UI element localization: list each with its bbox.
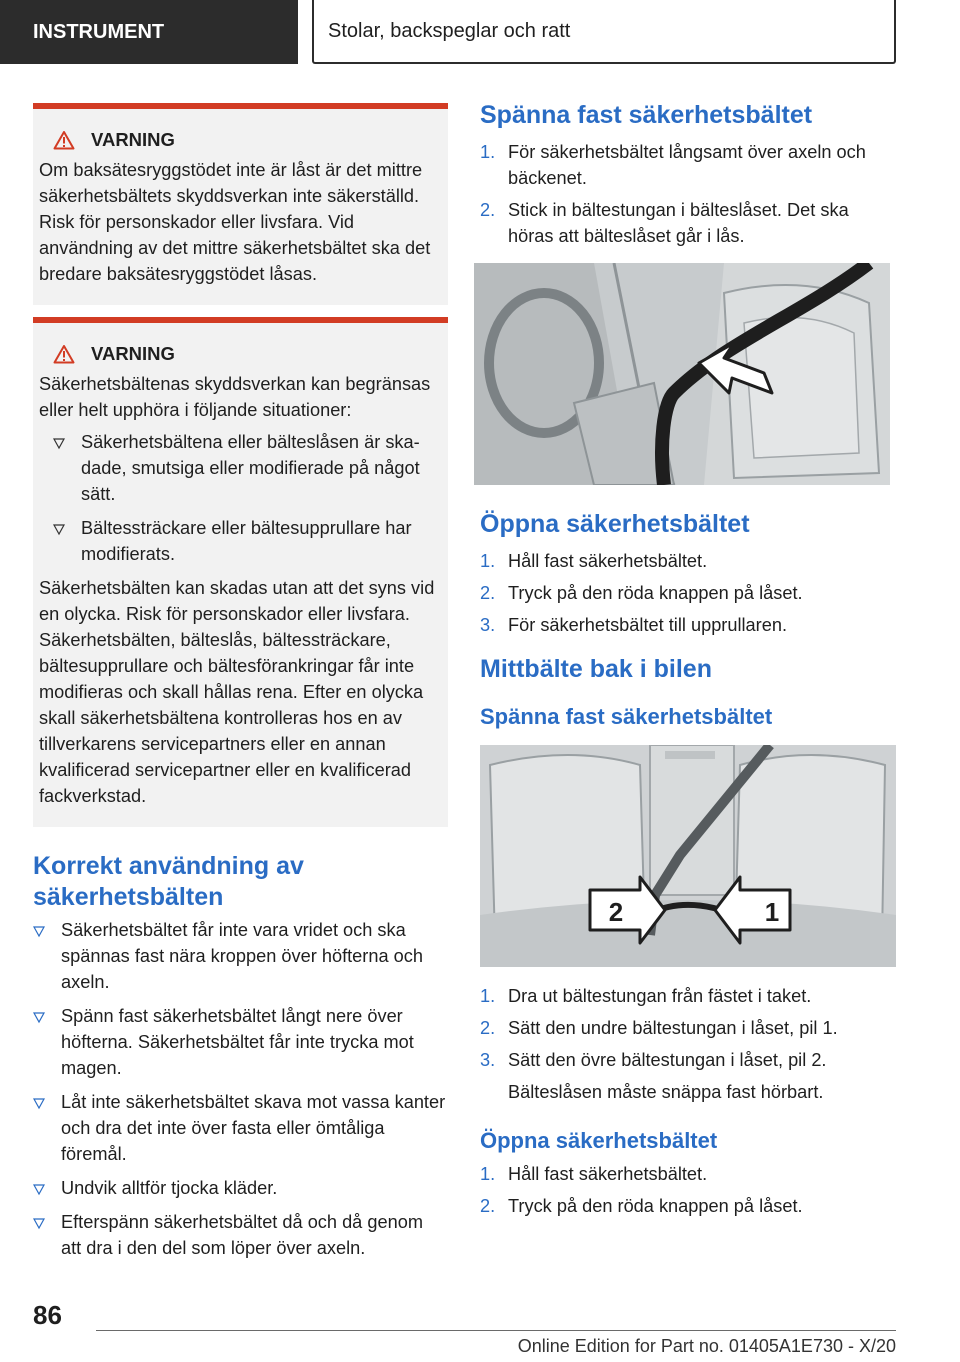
arrow-label-1: 1 xyxy=(764,897,780,927)
list-item: Säkerhetsbältet får inte vara vridet och ska spännas fast nära kroppen över höfterna och axeln. xyxy=(33,917,448,995)
warning-intro: Säkerhetsbältenas skyddsverkan kan begränsas eller helt upphöra i följande situationer: xyxy=(39,374,431,420)
warning-outro: Säkerhetsbälten kan skadas utan att det syns vid en olycka. Risk för personskador eller livsfara. Säkerhetsbälten, bälteslås, bältessträckare, bältesupprullare och bältesförankringar får inte modifieras och skall hållas rena. Efter en olycka skall säkerhetsbältena kontrolleras hos en av tillverkarens servicepartners eller en annan kvalificerad servicepartner eller en kvalificerad fackverkstad. xyxy=(39,578,435,806)
step-item: 3. För säkerhetsbältet till upprullaren. xyxy=(480,615,788,635)
correct-use-list xyxy=(33,917,448,1261)
step-item: 2. Tryck på den röda knappen på låset. xyxy=(480,1196,803,1216)
step-item: 2. Stick in bältestungan i bälteslåset. Det ska höras att bälteslåset går i lås. xyxy=(480,200,849,246)
warning-box-2 xyxy=(33,317,448,827)
bullet-triangle-icon xyxy=(33,926,45,938)
list-item: Låt inte säkerhetsbältet skava mot vassa kanter och dra det inte över fasta eller ömtåliga föremål. xyxy=(33,1089,448,1167)
subheading-open: Öppna säkerhetsbältet xyxy=(480,1128,718,1153)
chapter-tab xyxy=(312,0,896,64)
step-item: 1. För säkerhetsbältet långsamt över axeln och bäckenet. xyxy=(480,142,866,188)
step-item: 2. Tryck på den röda knappen på låset. xyxy=(480,583,803,603)
list-item: Undvik alltför tjocka kläder. xyxy=(33,1175,448,1201)
chapter-title: Stolar, backspeglar och ratt xyxy=(328,19,571,42)
subheading-fasten: Spänna fast säkerhetsbältet xyxy=(480,704,773,729)
bullet-triangle-icon xyxy=(53,524,65,536)
right-column xyxy=(480,100,896,1225)
left-column xyxy=(33,103,448,1269)
middle-fasten-steps xyxy=(480,983,896,1073)
bullet-triangle-icon xyxy=(33,1098,45,1110)
rear-seat-drawing xyxy=(480,745,896,967)
step-item: 3. Sätt den övre bältestungan i låset, pil 2. xyxy=(480,1050,827,1070)
bullet-triangle-icon xyxy=(33,1218,45,1230)
front-seat-drawing xyxy=(474,263,890,485)
bullet-triangle-icon xyxy=(53,438,65,450)
warning-title: VARNING xyxy=(39,341,440,367)
heading-open: Öppna säkerhetsbältet xyxy=(480,510,750,538)
step-item: 1. Håll fast säkerhetsbältet. xyxy=(480,551,708,571)
step-item: 2. Sätt den undre bältestungan i låset, pil 1. xyxy=(480,1018,838,1038)
bullet-triangle-icon xyxy=(33,1012,45,1024)
note-text: Bälteslåsen måste snäppa fast hörbart. xyxy=(508,1082,824,1102)
fasten-steps xyxy=(480,139,896,249)
section-tab xyxy=(0,0,298,64)
middle-open-steps xyxy=(480,1161,896,1219)
footer-divider xyxy=(96,1330,896,1331)
warning-title: VARNING xyxy=(39,127,440,153)
list-item: Säkerhetsbältena eller bälteslåsen är skadade, smutsiga eller modifierade på något sätt. xyxy=(39,429,440,507)
bullet-triangle-icon xyxy=(33,1184,45,1196)
edition-text: Online Edition for Part no. 01405A1E730 - X/20 xyxy=(517,1336,896,1356)
warning-list xyxy=(39,429,440,567)
step-item: 1. Dra ut bältestungan från fästet i taket. xyxy=(480,986,812,1006)
step-item: 1. Håll fast säkerhetsbältet. xyxy=(480,1164,708,1184)
heading-correct-use: Korrekt användning av säkerhetsbälten xyxy=(33,852,304,911)
warning-triangle-icon xyxy=(53,130,75,150)
front-seatbelt-illustration xyxy=(474,263,890,485)
warning-box-1 xyxy=(33,103,448,305)
arrow-label-2: 2 xyxy=(608,897,624,927)
page-number: 86 xyxy=(33,1300,62,1330)
heading-middle-belt: Mittbälte bak i bilen xyxy=(480,655,712,683)
section-title: INSTRUMENT xyxy=(33,20,165,43)
list-item: Spänn fast säkerhetsbältet långt nere över höfterna. Säkerhetsbältet får inte trycka mot magen. xyxy=(33,1003,448,1081)
list-item: Bältessträckare eller bältesupprullare har modifierats. xyxy=(39,515,440,567)
warning-triangle-icon xyxy=(53,344,75,364)
warning-text: Om baksätesryggstödet inte är låst är det mittre säkerhetsbältets skyddsverkan inte säkerställd. Risk för personskador eller livsfara. Vid användning av det mittre säkerhetsbältet ska det bredare baksätesryggstödet låsas. xyxy=(39,160,431,284)
rear-seatbelt-illustration xyxy=(480,745,896,967)
heading-fasten: Spänna fast säkerhetsbältet xyxy=(480,101,813,129)
open-steps xyxy=(480,548,896,638)
list-item: Efterspänn säkerhetsbältet då och då genom att dra i den del som löper över axeln. xyxy=(33,1209,448,1261)
